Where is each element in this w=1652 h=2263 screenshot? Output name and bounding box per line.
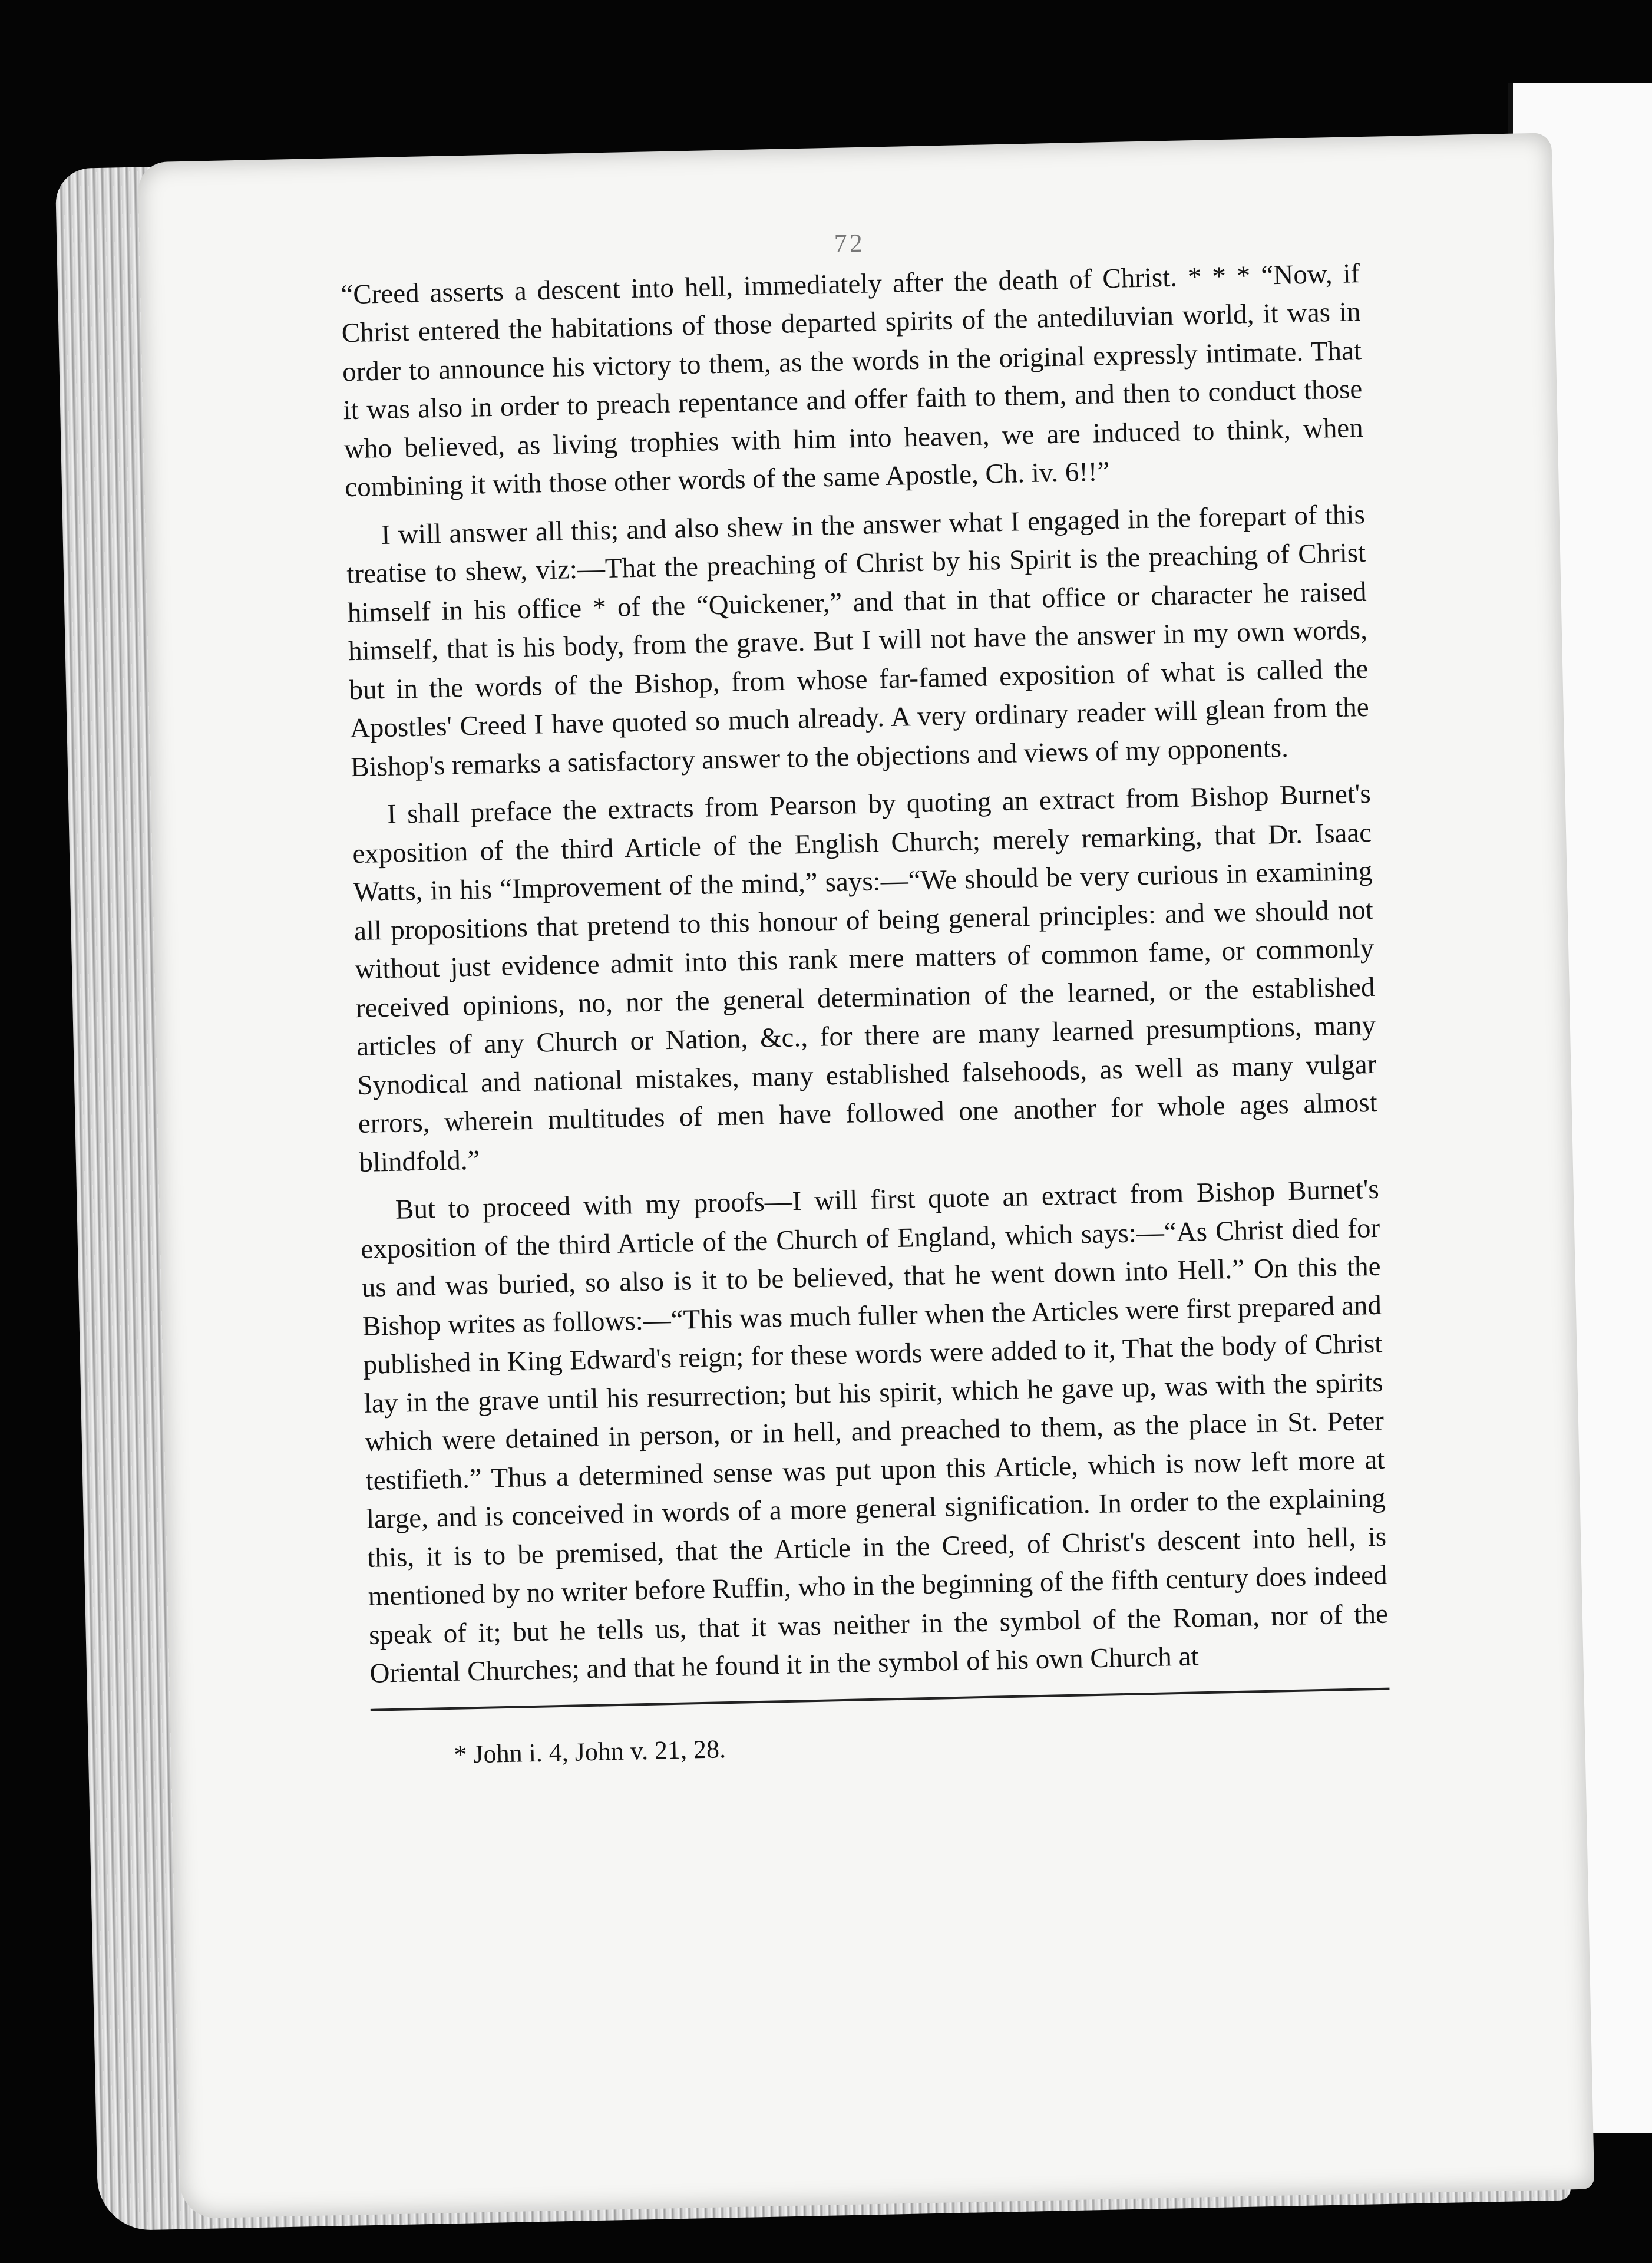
paragraph-1: “Creed asserts a descent into hell, immediately after the death of Christ. * * * “Now, if Christ entered the habitations of those departed spirits of the antediluvian world, it was in order to announce his victory to them, as the words in the original expressly intimate. That it was also in order to preach repentance and offer faith to them, and then to conduct those who believed, as living trophies with him into heaven, we are induced to think, when combining it with those other words of the same Apostle, Ch. iv. 6!!” [340, 258, 1364, 503]
footnote-rule [371, 1687, 1390, 1711]
paragraph-4: But to proceed with my proofs—I will first quote an extract from Bishop Burnet's exposition of the third Article of the Church of England, which says:—“As Christ died for us and was buried, so also is it to be believed, that he went down into Hell.” On this the Bishop writes as follows:—“This was much fuller when the Articles were first prepared and published in King Edward's reign; for these words were added to it, That the body of Christ lay in the grave until his resurrection; but his spirit, which he gave up, was with the spirits which were detained in person, or in hell, and preached to them, as the place in St. Peter testifieth.” Thus a determined sense was put upon this Article, which is now left more at large, and is conceived in words of a more general signification. In order to the explaining this, it is to be premised, that the Article in the Creed, of Christ's descent into hell, is mentioned by no writer before Ruffin, who in the beginning of the fifth century does indeed speak of it; but he tells us, that it was neither in the symbol of the Roman, nor of the Oriental Churches; and that he found it in the symbol of his own Church at [360, 1173, 1389, 1689]
page-content [339, 213, 1391, 1802]
footnote: * John i. 4, John v. 21, 28. [453, 1734, 726, 1769]
paragraph-2: I will answer all this; and also shew in the answer what I engaged in the forepart of this treatise to shew, viz:—That the preaching of Christ by his Spirit is the preaching of Christ himself in his office * of the “Quickener,” and that in that office or character he raised himself, that is his body, from the grave. But I will not have the answer in my own words, but in the words of the Bishop, from whose far-famed exposition of what is called the Apostles' Creed I have quoted so much already. A very ordinary reader will glean from the Bishop's remarks a satisfactory answer to the objections and views of my opponents. [346, 499, 1370, 783]
book-page [138, 133, 1595, 2218]
page-number: 72 [834, 228, 865, 258]
paragraph-3: I shall preface the extracts from Pearson by quoting an extract from Bishop Burnet's exposition of the third Article of the English Church; merely remarking, that Dr. Isaac Watts, in his “Improvement of the mind,” says:—“We should be very curious in examining all propositions that pretend to this honour of being general principles: and we should not without just evidence admit into this rank mere matters of common fame, or commonly received opinions, no, nor the general determination of the learned, or the established articles of any Church or Nation, &c., for there are many learned presumptions, many Synodical and national mistakes, many established falsehoods, as well as many vulgar errors, wherein multitudes of men have followed one another for whole ages almost blindfold.” [352, 778, 1378, 1178]
